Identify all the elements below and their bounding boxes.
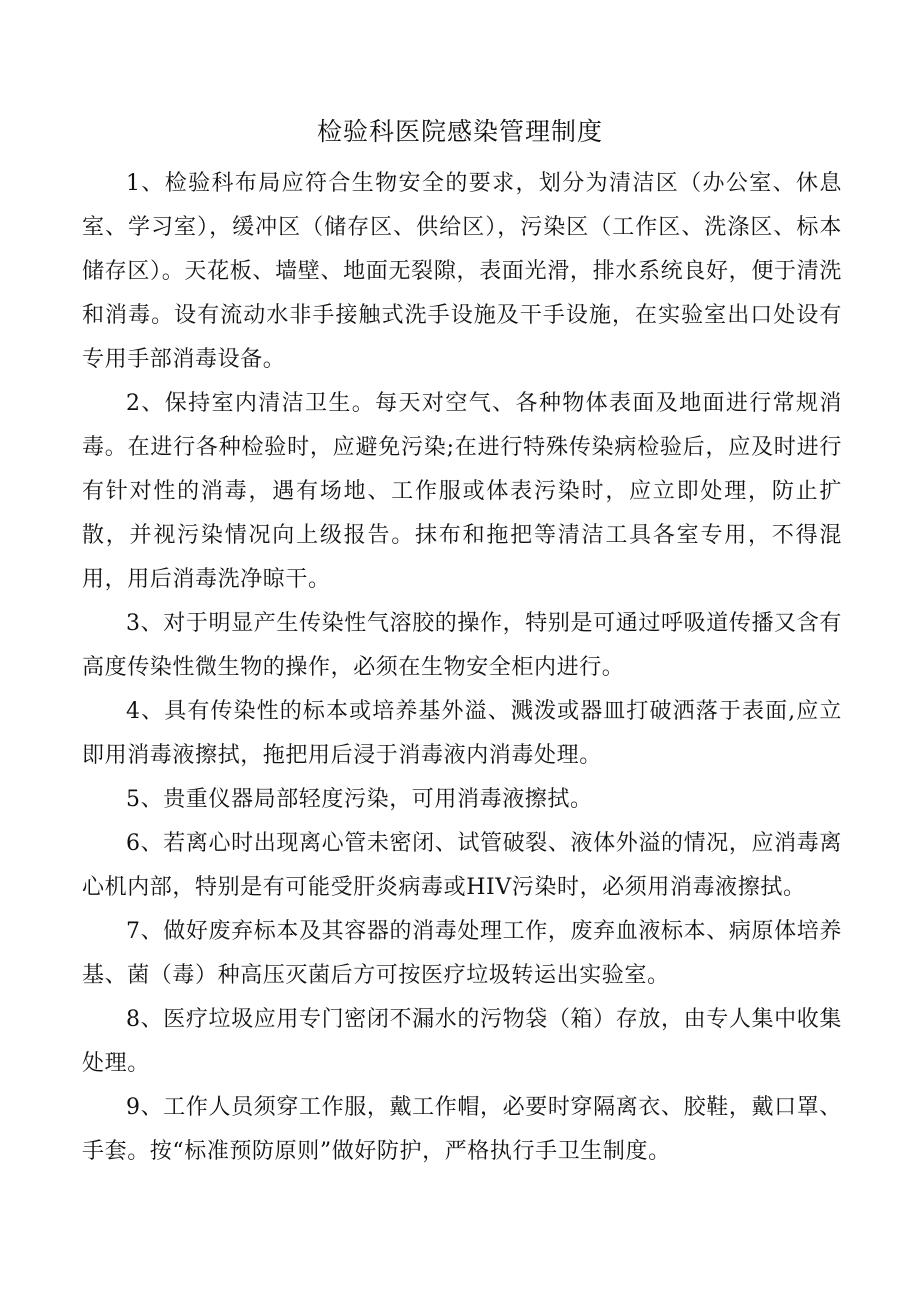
paragraph-3: 3、对于明显产生传染性气溶胶的操作，特别是可通过呼吸道传播又含有高度传染性微生物的操作，必须在生物安全柜内进行。 [82, 611, 842, 680]
paragraph-4: 4、具有传染性的标本或培养基外溢、溅泼或器皿打破洒落于表面,应立即用消毒液擦拭，拖把用后浸于消毒液内消毒处理。 [82, 699, 842, 768]
document-title: 检验科医院感染管理制度 [316, 117, 603, 146]
document-body [82, 162, 842, 1174]
paragraph-6: 6、若离心时出现离心管未密闭、试管破裂、液体外溢的情况，应消毒离心机内部，特别是有可能受肝炎病毒或HIV污染时，必须用消毒液擦拭。 [82, 831, 842, 900]
paragraph-9: 9、工作人员须穿工作服，戴工作帽，必要时穿隔离衣、胶鞋，戴口罩、手套。按“标准预防原则”做好防护，严格执行手卫生制度。 [82, 1095, 842, 1164]
paragraph-8: 8、医疗垃圾应用专门密闭不漏水的污物袋（箱）存放，由专人集中收集处理。 [82, 1007, 842, 1076]
paragraph-7: 7、做好废弃标本及其容器的消毒处理工作，废弃血液标本、病原体培养基、菌（毒）种高压灭菌后方可按医疗垃圾转运出实验室。 [82, 919, 842, 988]
paragraph-1: 1、检验科布局应符合生物安全的要求，划分为清洁区（办公室、休息室、学习室），缓冲区（储存区、供给区），污染区（工作区、洗涤区、标本储存区）。天花板、墙壁、地面无裂隙，表面光滑，排水系统良好，便于清洗和消毒。设有流动水非手接触式洗手设施及干手设施，在实验室出口处设有专用手部消毒设备。 [82, 171, 842, 372]
paragraph-5: 5、贵重仪器局部轻度污染，可用消毒液擦拭。 [126, 787, 593, 812]
paragraph-2: 2、保持室内清洁卫生。每天对空气、各种物体表面及地面进行常规消毒。在进行各种检验时，应避免污染;在进行特殊传染病检验后，应及时进行有针对性的消毒，遇有场地、工作服或体表污染时，应立即处理，防止扩散，并视污染情况向上级报告。抹布和拖把等清洁工具各室专用，不得混用，用后消毒洗净晾干。 [82, 391, 842, 592]
